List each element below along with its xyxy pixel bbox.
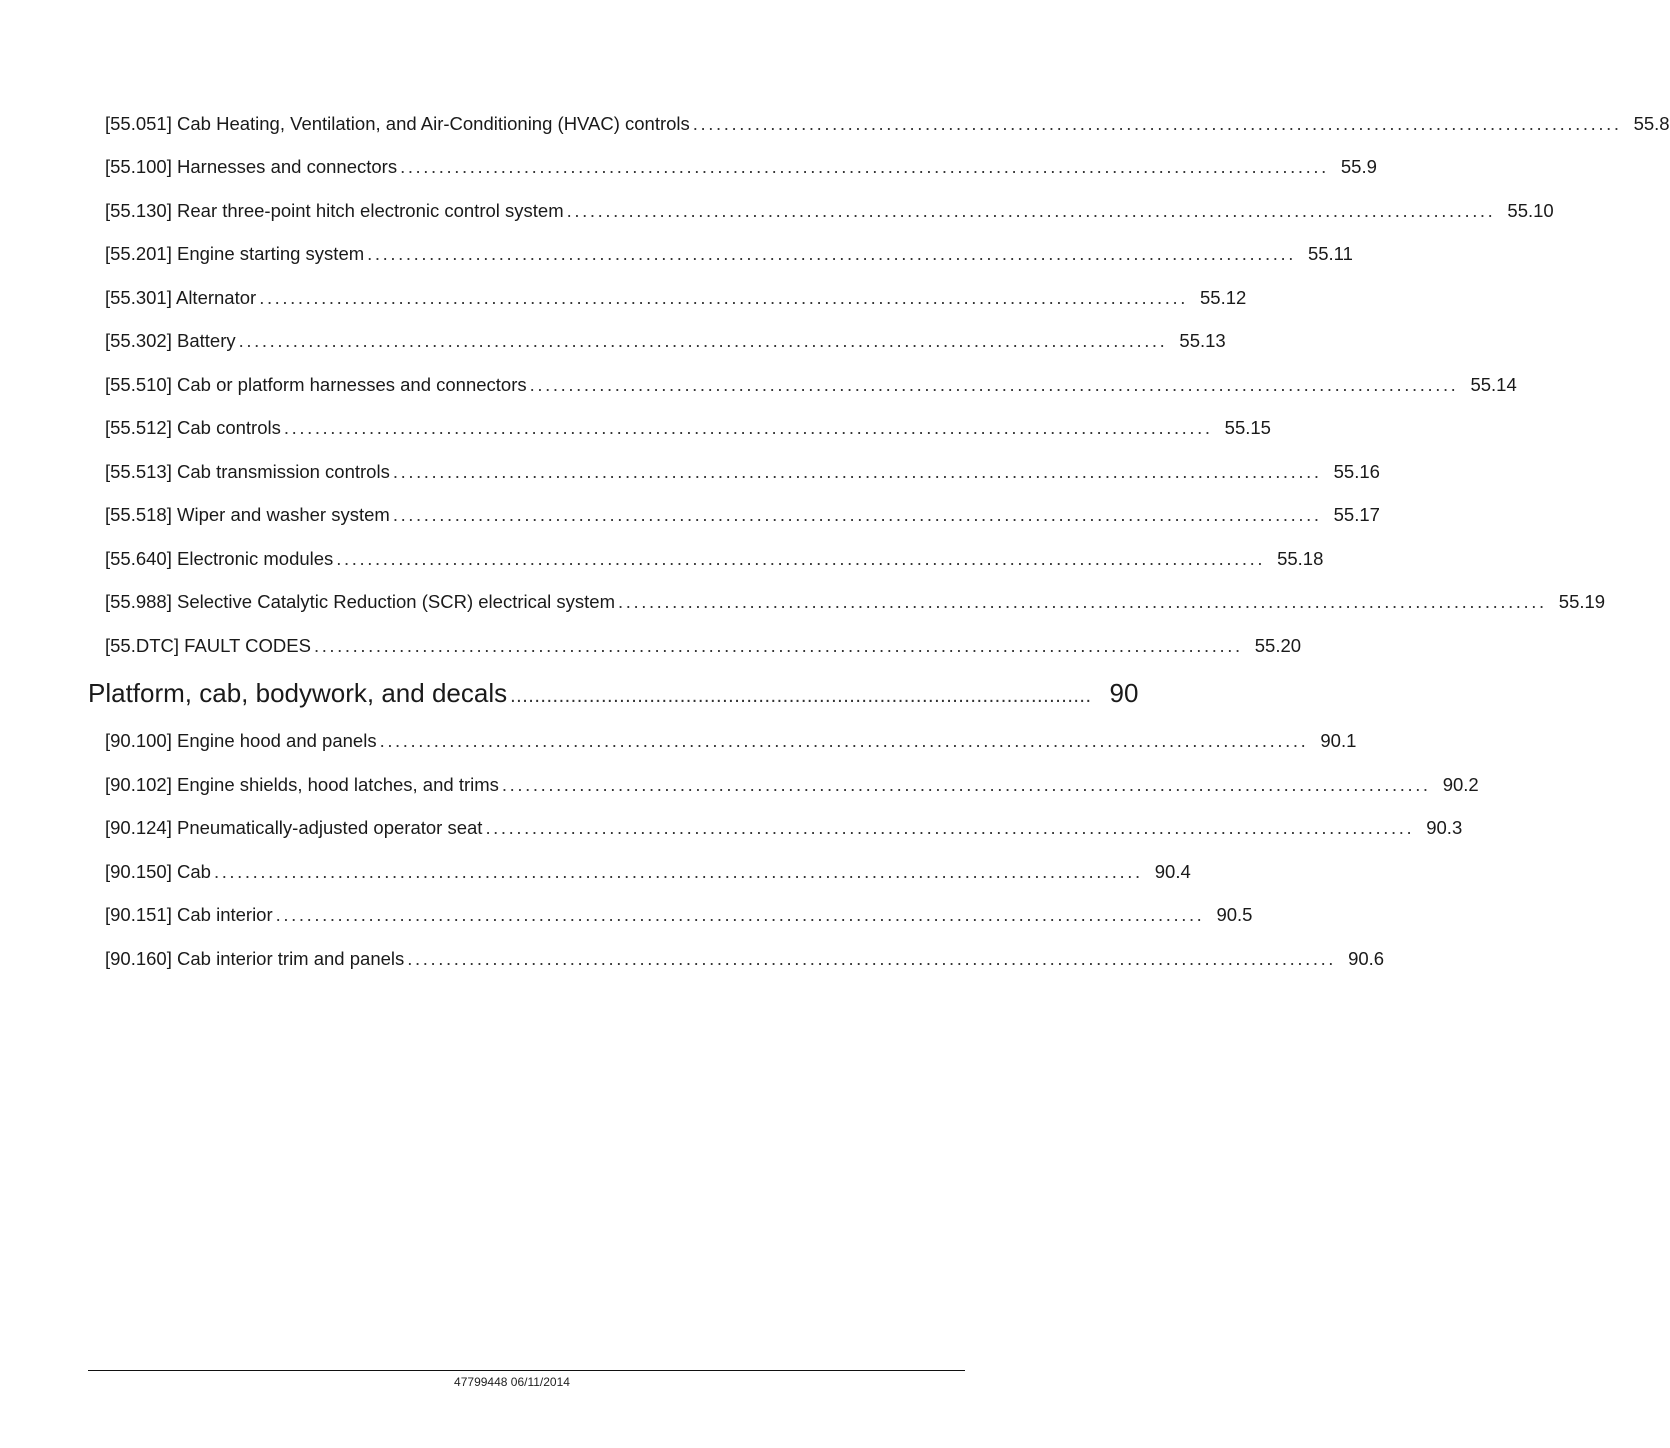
toc-entry-page: 90.6: [1348, 948, 1385, 969]
toc-entry-page: 55.19: [1558, 591, 1606, 612]
toc-section-page: 90: [1109, 678, 1139, 708]
dot-leader: ........................................................................................................................: [275, 904, 1205, 925]
toc-entry-page: 55.16: [1333, 461, 1380, 482]
toc-entry[interactable]: [105, 243, 1353, 269]
toc-entry-title: [55.988] Selective Catalytic Reduction (SCR) electrical system: [105, 591, 615, 612]
toc-entry-title: [55.130] Rear three-point hitch electronic control system: [105, 200, 564, 221]
dot-leader: ........................................................................................................................: [566, 200, 1496, 221]
toc-entry-title: [55.512] Cab controls: [105, 417, 281, 438]
toc-section-title: Platform, cab, bodywork, and decals: [88, 678, 508, 708]
toc-entry-title: [55.302] Battery: [105, 330, 236, 351]
toc-entry[interactable]: [105, 948, 1385, 974]
toc-entry[interactable]: [105, 591, 1606, 617]
dot-leader: ........................................................................................................................: [259, 287, 1188, 308]
dot-leader: ........................................................................................................................: [400, 156, 1329, 177]
dot-leader: ........................................................................................................................: [238, 330, 1168, 351]
toc-entry-title: [90.151] Cab interior: [105, 904, 273, 925]
toc-entry-page: 55.18: [1277, 548, 1324, 569]
toc-entry[interactable]: [105, 287, 1247, 313]
toc-entry-title: [55.051] Cab Heating, Ventilation, and Air-Conditioning (HVAC) controls: [105, 113, 690, 134]
toc-entry[interactable]: [105, 861, 1191, 887]
toc-entry-page: 90.3: [1426, 817, 1463, 838]
dot-leader: ........................................................................................................................: [392, 504, 1322, 525]
toc-entry[interactable]: [105, 417, 1271, 443]
dot-leader: ........................................................................................................................: [692, 113, 1622, 134]
toc-entry-page: 55.8: [1633, 113, 1670, 134]
toc-entry-page: 55.9: [1340, 156, 1377, 177]
toc-entry-page: 90.2: [1442, 774, 1479, 795]
dot-leader: ........................................................................................................................: [336, 548, 1266, 569]
toc-entry-page: 55.15: [1224, 417, 1271, 438]
toc-entry[interactable]: [105, 504, 1380, 530]
toc-entry-page: 55.17: [1333, 504, 1380, 525]
toc-entry-page: 55.10: [1507, 200, 1554, 221]
footer-document-id: 47799448 06/11/2014: [454, 1375, 570, 1389]
toc-entry-title: [55.518] Wiper and washer system: [105, 504, 390, 525]
dot-leader: ........................................................................................................................: [485, 817, 1415, 838]
toc-entry-title: [90.160] Cab interior trim and panels: [105, 948, 405, 969]
toc-entry-title: [55.510] Cab or platform harnesses and connectors: [105, 374, 527, 395]
dot-leader: ........................................................................................................................: [283, 417, 1213, 438]
dot-leader: ........................................................................................................................: [501, 774, 1431, 795]
toc-entry-title: [90.150] Cab: [105, 861, 211, 882]
toc-entry-title: [55.100] Harnesses and connectors: [105, 156, 398, 177]
toc-entry-title: [55.640] Electronic modules: [105, 548, 334, 569]
toc-entry[interactable]: [105, 374, 1517, 400]
toc-entry-page: 90.4: [1154, 861, 1191, 882]
toc-entry-title: [90.124] Pneumatically-adjusted operator seat: [105, 817, 483, 838]
dot-leader: ........................................................................................................................: [213, 861, 1143, 882]
toc-entry-page: 55.12: [1200, 287, 1247, 308]
footer-divider: [88, 1370, 965, 1371]
dot-leader: ........................................................................................................................: [617, 591, 1547, 612]
dot-leader: ........................................................................................................................: [313, 635, 1243, 656]
toc-entry-title: [90.100] Engine hood and panels: [105, 730, 377, 751]
toc-entry-title: [55.DTC] FAULT CODES: [105, 635, 311, 656]
toc-entry-title: [55.201] Engine starting system: [105, 243, 365, 264]
dot-leader: ........................................................................................................................: [407, 948, 1337, 969]
toc-entry[interactable]: [105, 774, 1479, 800]
toc-entry[interactable]: [105, 730, 1357, 756]
toc-entry-page: 90.1: [1320, 730, 1357, 751]
toc-entry[interactable]: [105, 156, 1377, 182]
toc-entry-page: 55.20: [1254, 635, 1302, 656]
dot-leader: ........................................................................................................................: [392, 461, 1322, 482]
toc-entry-page: 55.13: [1179, 330, 1226, 351]
toc-entry[interactable]: [105, 461, 1380, 487]
toc-entry[interactable]: [105, 635, 1302, 661]
toc-entry[interactable]: [105, 817, 1463, 843]
toc-entry-title: [55.301] Alternator: [105, 287, 257, 308]
toc-entry-page: 55.11: [1307, 243, 1353, 264]
toc-entry[interactable]: [105, 113, 1670, 139]
dot-leader: ................................................................................................: [510, 685, 1092, 707]
toc-entry[interactable]: [105, 200, 1554, 226]
toc-entry[interactable]: [105, 548, 1324, 574]
dot-leader: ........................................................................................................................: [529, 374, 1459, 395]
dot-leader: ........................................................................................................................: [379, 730, 1309, 751]
toc-entry[interactable]: [105, 904, 1253, 930]
toc-entry-page: 90.5: [1216, 904, 1253, 925]
toc-section-heading[interactable]: [88, 678, 1139, 714]
dot-leader: ........................................................................................................................: [367, 243, 1296, 264]
toc-entry-title: [90.102] Engine shields, hood latches, and trims: [105, 774, 499, 795]
toc-entry-title: [55.513] Cab transmission controls: [105, 461, 390, 482]
toc-entry-page: 55.14: [1470, 374, 1517, 395]
toc-entry[interactable]: [105, 330, 1226, 356]
